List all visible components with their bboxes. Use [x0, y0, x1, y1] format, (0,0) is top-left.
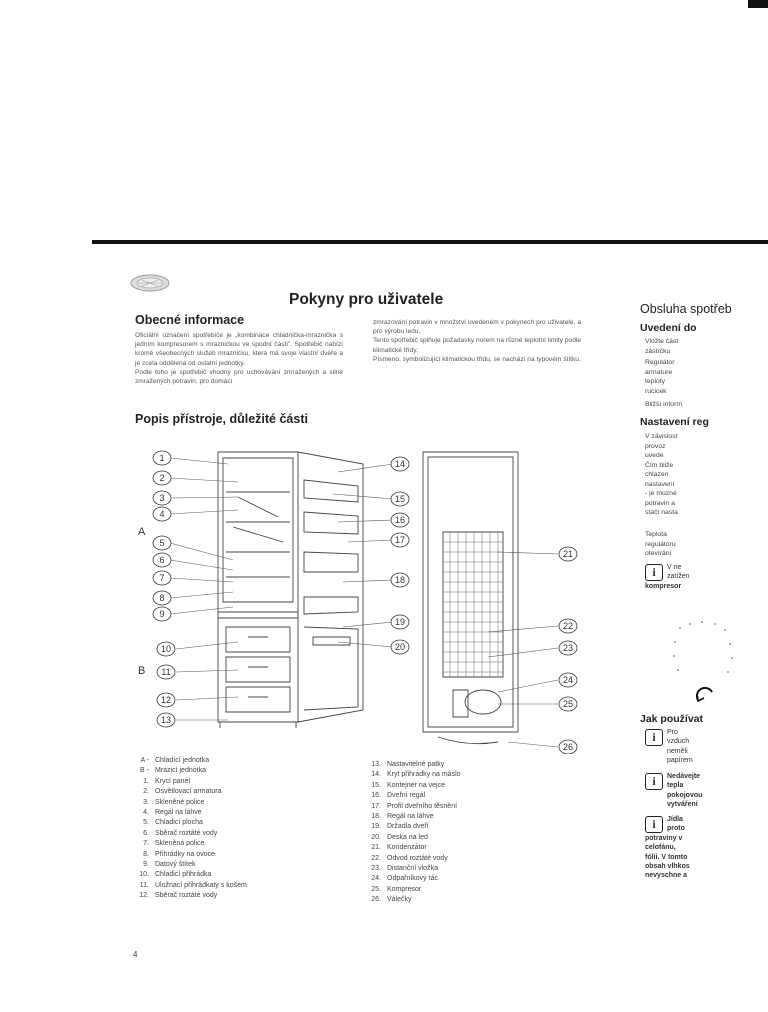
legend-item [365, 874, 461, 884]
callout-2 [153, 471, 171, 485]
svg-text:21: 21 [562, 549, 574, 559]
legend-item [133, 850, 247, 860]
callout-24 [559, 673, 577, 687]
text-line: - je mozné [645, 490, 677, 497]
page-title: Pokyny pro uživatele [289, 291, 444, 308]
legend-text: Chladící jednotka [155, 757, 210, 764]
right-temperature-text [645, 530, 676, 559]
legend-number: 17. [371, 802, 381, 810]
legend-item [133, 891, 247, 901]
legend-number: 25. [371, 885, 381, 893]
callout-22 [559, 619, 577, 633]
text-line: tepla [667, 782, 684, 790]
legend-item [133, 787, 247, 797]
middle-paragraph-1: zmrazování potravin v množství uvedeném v pokynech pro uživatele, a pro výrobu ledu. [373, 319, 581, 336]
info-note-4 [645, 815, 690, 881]
svg-text:9: 9 [159, 609, 165, 619]
svg-text:2: 2 [159, 473, 165, 483]
general-text [135, 331, 343, 386]
legend-text: Kondenzátor [387, 844, 427, 852]
callout-10 [157, 642, 175, 656]
callout-12 [157, 693, 175, 707]
legend-item [133, 870, 247, 880]
legend-item [365, 885, 461, 895]
svg-text:4: 4 [159, 509, 165, 519]
legend-text: Deska na led [387, 833, 428, 841]
legend-number: 16. [371, 792, 381, 800]
legend-item [365, 833, 461, 843]
text-line: Jídla [667, 816, 683, 823]
callout-19 [391, 615, 409, 629]
info-icon: i [645, 816, 663, 833]
legend-item [133, 756, 247, 766]
text-line: papírem [667, 757, 693, 765]
callout-7 [153, 571, 171, 585]
text-line: Teplota [645, 531, 667, 538]
callout-8 [153, 591, 171, 605]
legend-text: Osvětlovací armatura [155, 788, 222, 796]
svg-text:1: 1 [159, 453, 165, 463]
general-paragraph-2: Podle toho je spotřebič vhodný pro uchovávání zmražených a silně zmražených potravin, pro domácí [135, 368, 343, 386]
text-line: zástrčku [645, 347, 671, 355]
middle-paragraph-3: Písmeno, symbolizující klimatickou třídu, se nachází na typovém štítku. [373, 355, 581, 363]
info-icon: i [645, 729, 663, 746]
legend-text: Sběrač roztáté vody [155, 829, 218, 837]
right-more-info: Bližší inform [645, 401, 683, 408]
svg-text:24: 24 [562, 675, 574, 685]
text-line: V ne [667, 564, 682, 571]
text-line: armature [645, 368, 673, 376]
legend-number: 24. [371, 875, 381, 883]
text-line: Čím bliže [645, 461, 674, 469]
legend-number: B - [140, 767, 149, 775]
legend-item [365, 895, 461, 905]
legend-number: 21. [371, 844, 381, 852]
page-corner-mark [748, 0, 768, 8]
legend-text: Distanční vložka [387, 865, 438, 873]
legend-number: 19. [371, 823, 381, 831]
legend-number: 8. [143, 850, 149, 858]
legend-number: 18. [371, 813, 381, 821]
temperature-dial-icon [660, 610, 750, 710]
text-line: potravin a [645, 499, 675, 507]
text-line: rucicek [645, 387, 667, 395]
text-line: potraviny v [645, 834, 683, 842]
svg-text:20: 20 [394, 642, 406, 652]
svg-text:6: 6 [159, 555, 165, 565]
callout-15 [391, 492, 409, 506]
legend-item [365, 760, 461, 770]
callout-20 [391, 640, 409, 654]
svg-text:3: 3 [159, 493, 165, 503]
legend-text: Skleněná police [155, 840, 205, 848]
legend-text: Odvod roztáté vody [387, 854, 448, 862]
legend-text: Nastavitelné patky [387, 761, 445, 768]
svg-text:15: 15 [394, 494, 406, 504]
callout-25 [559, 697, 577, 711]
fridge-diagram [138, 442, 588, 754]
page-number: 4 [133, 950, 138, 959]
callout-23 [559, 641, 577, 655]
legend-text: Kontejner na vejce [387, 781, 445, 789]
svg-text:25: 25 [562, 699, 574, 709]
callout-9 [153, 607, 171, 621]
right-heading-startup: Uvedení do [640, 322, 697, 334]
brand-logo-icon [130, 273, 170, 293]
text-line: nastavení [645, 480, 675, 488]
svg-text:12: 12 [160, 695, 172, 705]
middle-text [373, 318, 581, 364]
legend-item [133, 798, 247, 808]
text-line: regulátoru [645, 540, 676, 548]
legend-text: Regál na láhve [155, 809, 202, 817]
text-line: pokojovou [667, 791, 703, 799]
svg-text:5: 5 [159, 538, 165, 548]
legend-number: 5. [143, 819, 149, 827]
legend-item [365, 770, 461, 780]
legend-number: 3. [143, 798, 149, 806]
text-line: stačí nasta [645, 509, 678, 516]
text-line: teploty [645, 378, 666, 385]
legend-item [365, 802, 461, 812]
legend-number: 6. [143, 829, 149, 837]
legend-left [133, 756, 247, 902]
legend-number: 9. [143, 861, 149, 869]
legend-number: 1. [143, 777, 149, 785]
callout-14 [391, 457, 409, 471]
info-note-1 [645, 563, 690, 591]
right-heading-settings: Nastavení reg [640, 416, 709, 428]
legend-number: 4. [143, 809, 149, 817]
text-line: otevírání [645, 550, 672, 557]
svg-text:16: 16 [394, 515, 406, 525]
legend-text: Krycí panel [155, 777, 191, 785]
legend-number: 7. [143, 840, 149, 848]
legend-item [365, 791, 461, 801]
right-settings-text [645, 432, 678, 518]
text-line: zatížen [667, 573, 690, 581]
legend-number: 23. [371, 865, 381, 873]
right-section-title: Obsluha spotřeb [640, 302, 732, 316]
legend-item [133, 829, 247, 839]
callout-1 [153, 451, 171, 465]
text-line: celofánu, [645, 844, 676, 852]
legend-number: 10. [139, 871, 149, 879]
svg-text:23: 23 [562, 643, 574, 653]
svg-text:7: 7 [159, 573, 165, 583]
text-line: provoz [645, 442, 666, 450]
section-heading-general: Obecné informace [135, 313, 245, 327]
right-regulator-text [645, 358, 674, 396]
legend-text: Mrazicí jednotka [155, 767, 206, 775]
legend-text: Regál na láhve [387, 813, 434, 821]
general-paragraph: Oficiální označení spotřebiče je „kombinace chladnička-mraznička s jedním kompresorem s mrazničkou ve spodní části". Spotřebič nabízí kromě všeobecných služeb mrazničku, která má svoje vlastní dvéře a je zcela oddělena od ostatní jednotky. [135, 332, 343, 367]
legend-item [365, 812, 461, 822]
diagram-label-a: A [138, 526, 146, 538]
legend-text: Datový štítek [155, 861, 196, 869]
legend-item [133, 808, 247, 818]
legend-text: Válečky [387, 896, 412, 904]
text-line: chlazen [645, 471, 669, 478]
svg-text:13: 13 [160, 715, 172, 725]
svg-text:17: 17 [394, 535, 406, 545]
legend-item [365, 854, 461, 864]
text-line: Pro [667, 729, 678, 736]
callout-3 [153, 491, 171, 505]
callout-21 [559, 547, 577, 561]
text-line: Vložte část [645, 338, 679, 345]
right-startup-text [645, 337, 678, 356]
legend-text: Skleněné police [155, 798, 205, 806]
legend-text: Dveřní regál [387, 792, 426, 800]
right-heading-howto: Jak používat [640, 713, 704, 725]
callout-11 [157, 665, 175, 679]
callout-6 [153, 553, 171, 567]
header-rule [92, 240, 768, 244]
legend-text: Chladicí plocha [155, 819, 203, 827]
legend-item [133, 839, 247, 849]
legend-text: Kryt přihrádky na máslo [387, 771, 461, 779]
legend-text: Profil dveřního těsnění [387, 802, 458, 810]
legend-number: 11. [139, 881, 149, 889]
legend-text: Kompresor [387, 885, 422, 893]
legend-number: 26. [371, 896, 381, 904]
legend-number: 15. [371, 781, 381, 789]
legend-item [133, 766, 247, 776]
legend-number: 20. [371, 833, 381, 841]
info-note-1-bold: kompresor [645, 582, 682, 590]
legend-text: Sběrač roztáté vody [155, 892, 218, 900]
legend-text: Přihrádky na ovoce [155, 850, 215, 858]
text-line: nevyschne a [645, 872, 688, 880]
svg-text:11: 11 [161, 667, 171, 677]
info-note-3 [645, 772, 702, 810]
text-line: vzduch [667, 738, 690, 746]
info-note-2 [645, 728, 693, 766]
info-icon: i [645, 564, 663, 581]
svg-text:26: 26 [562, 742, 574, 752]
text-line: Regulátor [645, 359, 675, 366]
legend-number: 22. [371, 854, 381, 862]
legend-number: 14. [371, 771, 381, 779]
text-line: Nedávejte [667, 773, 701, 780]
legend-item [133, 818, 247, 828]
middle-paragraph-2: Tento spotřebič splňuje požadavky norem na různé teplotní limity podle klimatické třídy. [373, 337, 581, 354]
svg-text:19: 19 [394, 617, 406, 627]
text-line: fólii. V tomto [645, 853, 688, 861]
section-heading-description: Popis přístroje, důležité části [135, 412, 308, 426]
legend-item [365, 781, 461, 791]
legend-text: Odpařníkový tác [387, 875, 438, 883]
legend-item [133, 881, 247, 891]
svg-text:22: 22 [562, 621, 574, 631]
text-line: V závislost [645, 433, 678, 440]
callout-16 [391, 513, 409, 527]
svg-text:10: 10 [160, 644, 172, 654]
legend-item [365, 864, 461, 874]
callout-5 [153, 536, 171, 550]
callout-26 [559, 740, 577, 754]
svg-text:8: 8 [159, 593, 165, 603]
legend-number: 12. [139, 892, 149, 900]
legend-item [133, 860, 247, 870]
text-line: obsah vlhkos [645, 863, 690, 871]
text-line: uvede [645, 452, 664, 459]
callout-4 [153, 507, 171, 521]
text-line: proto [667, 825, 685, 833]
legend-item [365, 843, 461, 853]
text-line: neměli [667, 747, 688, 755]
legend-right [365, 760, 461, 906]
callout-13 [157, 713, 175, 727]
legend-item [133, 777, 247, 787]
callout-17 [391, 533, 409, 547]
svg-text:18: 18 [394, 575, 406, 585]
legend-number: 13. [371, 761, 381, 768]
diagram-label-b: B [138, 665, 146, 677]
callout-18 [391, 573, 409, 587]
legend-number: 2. [143, 788, 149, 796]
legend-text: Držadla dveří [387, 823, 429, 831]
svg-text:14: 14 [394, 459, 406, 469]
legend-text: Uložnací přihrádkaty s košem [155, 881, 247, 889]
legend-item [365, 822, 461, 832]
legend-number: A - [140, 757, 149, 764]
legend-text: Chladicí přihrádka [155, 871, 212, 879]
info-icon: i [645, 773, 663, 790]
text-line: vytváření [667, 801, 698, 809]
